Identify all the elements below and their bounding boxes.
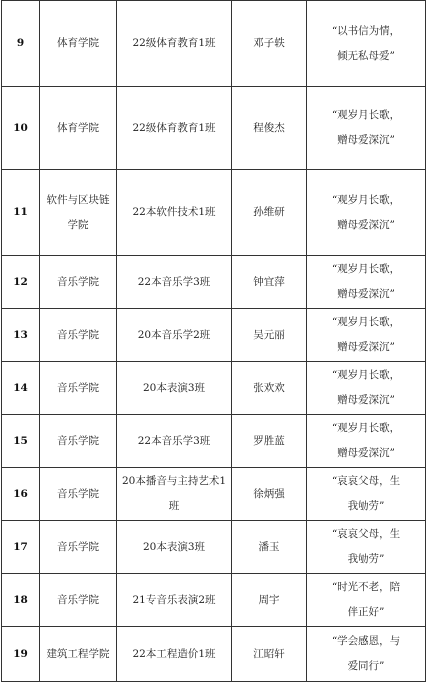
work-title-cell [307,1,426,87]
student-name-cell: 潘玉 [232,521,307,574]
student-name-cell: 江昭轩 [232,627,307,682]
student-name-cell: 程俊杰 [232,87,307,170]
row-number: 16 [2,468,40,521]
work-title-line: “以书信为情， [331,24,401,37]
work-title-cell [307,521,426,574]
student-name-cell: 罗胜蓝 [232,415,307,468]
college-cell: 音乐学院 [40,309,117,362]
class-cell: 20本表演3班 [117,521,232,574]
work-title-line: 伴正好” [347,606,385,618]
work-title-line: 我劬劳” [347,500,385,512]
table-row [2,415,426,468]
work-title-line: 赠母爱深沉” [337,341,395,353]
work-title-line: 赠母爱深沉” [337,218,395,231]
work-title-line: “观岁月长歌， [331,422,401,434]
row-number: 9 [2,1,40,87]
college-cell: 软件与区块链学院 [40,170,117,256]
table-row [2,87,426,170]
work-title-line: 倾无私母爱” [337,49,395,62]
college-cell: 音乐学院 [40,521,117,574]
row-number: 18 [2,574,40,627]
table-row [2,521,426,574]
work-title-line: 赠母爱深沉” [337,134,395,146]
class-cell: 22本音乐学3班 [117,415,232,468]
college-cell: 音乐学院 [40,362,117,415]
work-title-line: 赠母爱深沉” [337,288,395,300]
table-row [2,256,426,309]
class-cell: 20本表演3班 [117,362,232,415]
work-title-cell [307,87,426,170]
college-cell: 体育学院 [40,87,117,170]
work-title-line: “哀哀父母，生 [331,475,401,487]
work-title-line: “哀哀父母，生 [331,528,401,540]
work-title-line: “学会感恩，与 [331,635,401,647]
college-cell: 音乐学院 [40,256,117,309]
class-cell: 22级体育教育1班 [117,1,232,87]
class-cell: 20本播音与主持艺术1班 [117,468,232,521]
row-number: 10 [2,87,40,170]
work-title-line: “时光不老，陪 [331,581,401,593]
work-title-cell [307,256,426,309]
table-row [2,309,426,362]
college-cell: 音乐学院 [40,468,117,521]
table-row [2,362,426,415]
row-number: 13 [2,309,40,362]
class-cell: 22本工程造价1班 [117,627,232,682]
table-row [2,574,426,627]
class-cell: 21专音乐表演2班 [117,574,232,627]
college-cell: 建筑工程学院 [40,627,117,682]
row-number: 14 [2,362,40,415]
class-cell: 22级体育教育1班 [117,87,232,170]
work-title-cell [307,468,426,521]
work-title-cell [307,574,426,627]
student-name-cell: 张欢欢 [232,362,307,415]
work-title-cell [307,309,426,362]
student-name-cell: 吴元丽 [232,309,307,362]
row-number: 19 [2,627,40,682]
college-cell: 音乐学院 [40,574,117,627]
class-cell: 20本音乐学2班 [117,309,232,362]
award-list-table [1,0,426,682]
work-title-line: “观岁月长歌， [331,316,401,328]
student-name-cell: 周宇 [232,574,307,627]
table-row [2,627,426,682]
work-title-line: “观岁月长歌， [331,369,401,381]
row-number: 17 [2,521,40,574]
table-row [2,468,426,521]
row-number: 12 [2,256,40,309]
class-cell: 22本音乐学3班 [117,256,232,309]
row-number: 11 [2,170,40,256]
class-cell: 22本软件技术1班 [117,170,232,256]
work-title-line: 赠母爱深沉” [337,447,395,459]
college-cell: 音乐学院 [40,415,117,468]
student-name-cell: 邓子轶 [232,1,307,87]
table-body [2,1,426,682]
work-title-cell [307,170,426,256]
table-row [2,1,426,87]
work-title-line: “观岁月长歌， [331,193,401,206]
student-name-cell: 徐炳强 [232,468,307,521]
college-cell: 体育学院 [40,1,117,87]
work-title-cell [307,415,426,468]
work-title-line: 赠母爱深沉” [337,394,395,406]
work-title-line: 爱同行” [347,660,385,672]
student-name-cell: 孙维研 [232,170,307,256]
work-title-line: “观岁月长歌， [331,109,401,121]
work-title-line: 我劬劳” [347,553,385,565]
table-row [2,170,426,256]
work-title-cell [307,627,426,682]
student-name-cell: 钟宜萍 [232,256,307,309]
work-title-cell [307,362,426,415]
row-number: 15 [2,415,40,468]
work-title-line: “观岁月长歌， [331,263,401,275]
